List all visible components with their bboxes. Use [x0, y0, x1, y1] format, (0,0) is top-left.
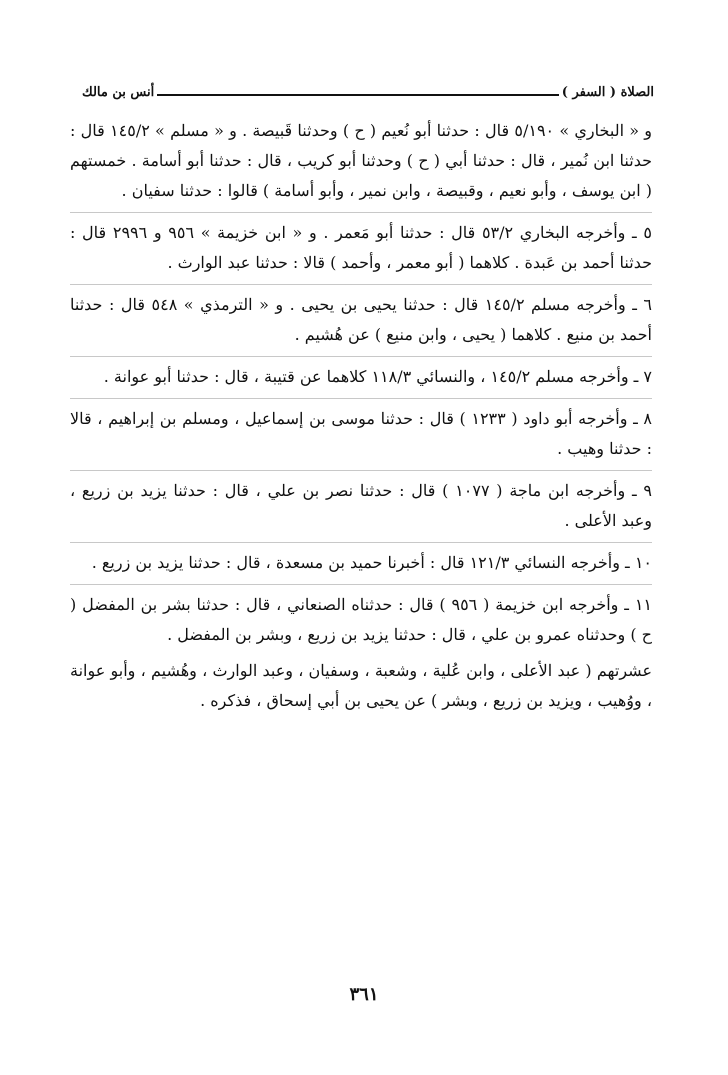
paragraph-separator	[70, 398, 652, 399]
paragraph-separator	[70, 584, 652, 585]
page-body	[70, 116, 652, 716]
paragraph-separator	[70, 470, 652, 471]
paragraph-separator	[70, 542, 652, 543]
paragraph-9: ٩ ـ وأخرجه ابن ماجة ( ١٠٧٧ ) قال : حدثنا نصر بن علي ، قال : حدثنا يزيد بن زريع ، وعبد الأعلى .	[70, 481, 653, 530]
paragraph-separator	[70, 284, 652, 285]
paragraph-10: ١٠ ـ وأخرجه النسائي ١٢١/٣ قال : أخبرنا حميد بن مسعدة ، قال : حدثنا يزيد بن زريع .	[91, 553, 652, 572]
paragraph-separator	[70, 356, 652, 357]
paragraph-7: ٧ ـ وأخرجه مسلم ١٤٥/٢ ، والنسائي ١١٨/٣ كلاهما عن قتيبة ، قال : حدثنا أبو عوانة .	[103, 367, 652, 386]
running-header	[82, 78, 654, 100]
paragraph-5: ٥ ـ وأخرجه البخاري ٥٣/٢ قال : حدثنا أبو مَعمر . و « ابن خزيمة » ٩٥٦ و ٢٩٩٦ قال : حدثنا أحمد بن عَبدة . كلاهما ( أبو معمر ، وأحمد ) قالا : حدثنا عبد الوارث .	[70, 223, 652, 272]
paragraph-summary: عشرتهم ( عبد الأعلى ، وابن عُلية ، وشعبة ، وسفيان ، وعبد الوارث ، وهُشيم ، وأبو عوانة ، ووُهيب ، ويزيد بن زريع ، وبشر ) عن يحيى بن أبي إسحاق ، فذكره .	[70, 661, 653, 710]
running-header-rule	[157, 94, 559, 96]
running-header-title: أنس بن مالك	[82, 85, 155, 100]
paragraph-separator	[70, 212, 652, 213]
paragraph-6: ٦ ـ وأخرجه مسلم ١٤٥/٢ قال : حدثنا يحيى بن يحيى . و « الترمذي » ٥٤٨ قال : حدثنا أحمد بن منيع . كلاهما ( يحيى ، وابن منيع ) عن هُشيم .	[70, 295, 652, 344]
paragraph-8: ٨ ـ وأخرجه أبو داود ( ١٢٣٣ ) قال : حدثنا موسى بن إسماعيل ، ومسلم بن إبراهيم ، قالا : حدثنا وهيب .	[70, 409, 653, 458]
paragraph-1: و « البخاري » ٥/١٩٠ قال : حدثنا أبو نُعيم ( ح ) وحدثنا قَبيصة . و « مسلم » ١٤٥/٢ قال : حدثنا ابن نُمير ، قال : حدثنا أبي ( ح ) وحدثنا أبو كريب ، قال : حدثنا أبو أسامة . خمستهم ( ابن يوسف ، وأبو نعيم ، وقبيصة ، وابن نمير ، وأبو أسامة ) قالوا : حدثنا سفيان .	[70, 121, 653, 200]
running-header-chapter: الصلاة ( السفر )	[561, 85, 654, 100]
page-number: ٣٦١	[349, 984, 379, 1005]
paragraph-11: ١١ ـ وأخرجه ابن خزيمة ( ٩٥٦ ) قال : حدثناه الصنعاني ، قال : حدثنا بشر بن المفضل ( ح ) وحدثناه عمرو بن علي ، قال : حدثنا يزيد بن زريع ، وبشر بن المفضل .	[70, 595, 652, 644]
